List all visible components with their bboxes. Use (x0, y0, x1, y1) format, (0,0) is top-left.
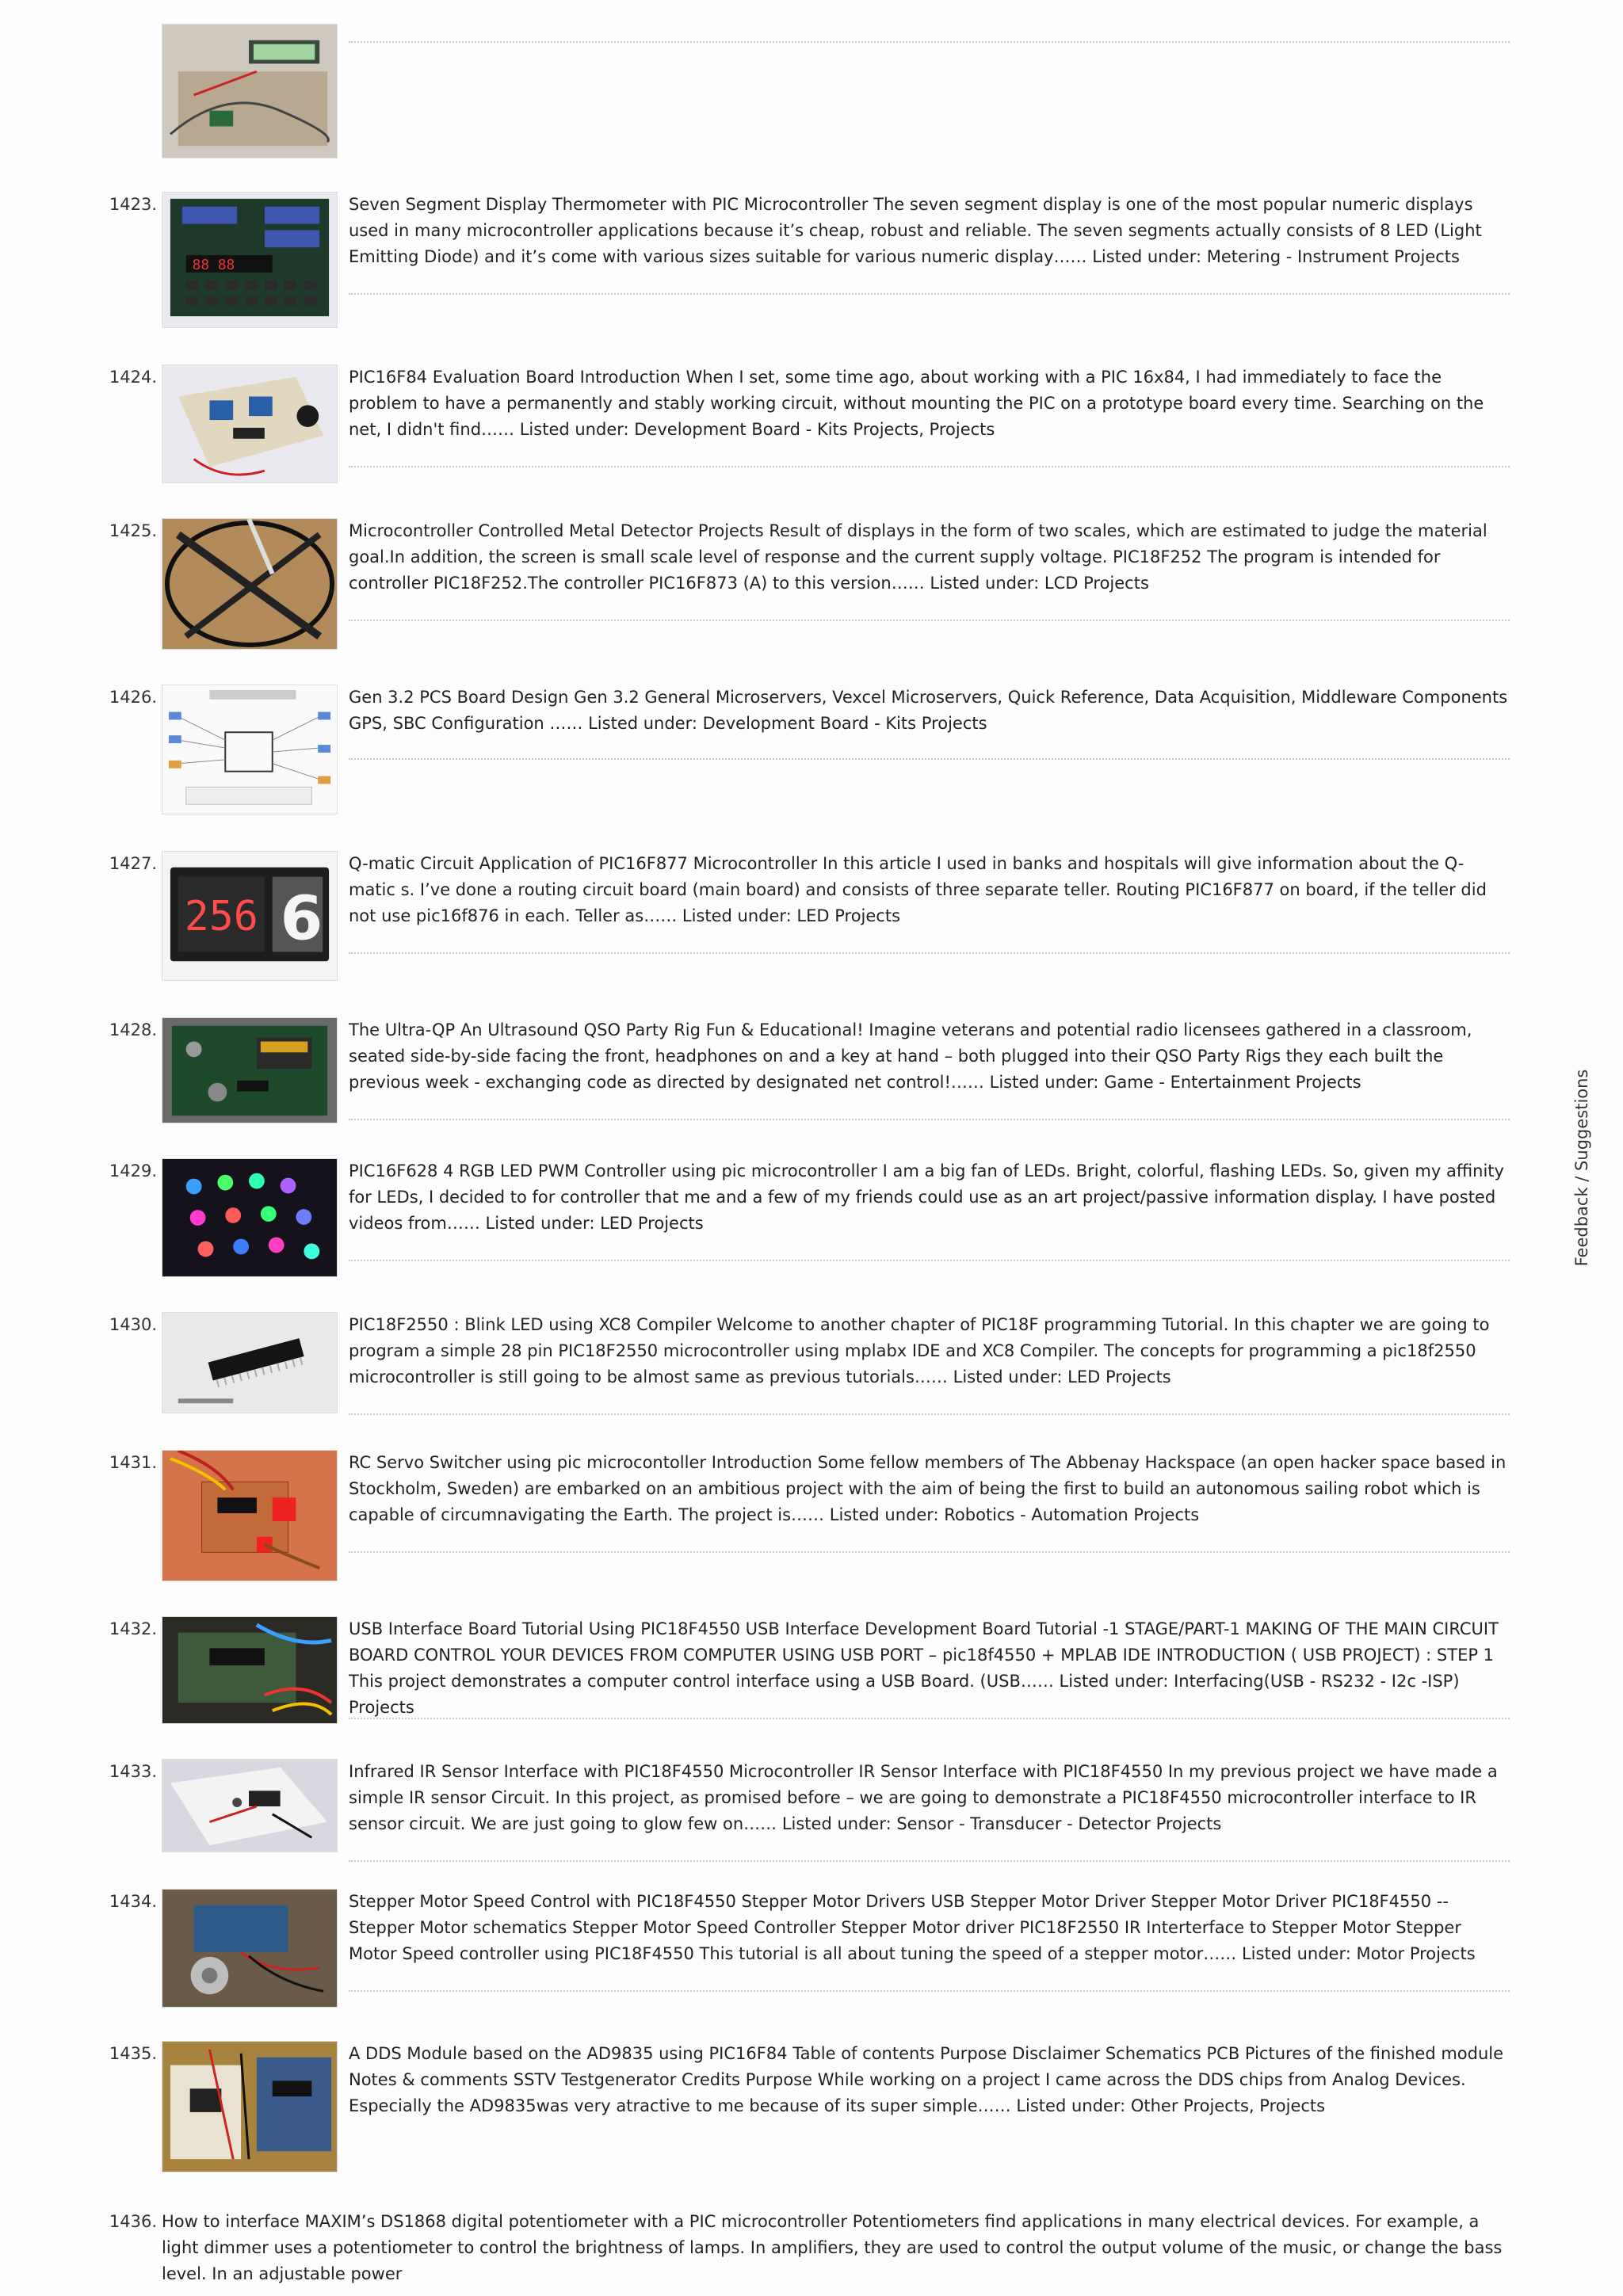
item-description (349, 192, 1510, 270)
item-description (349, 364, 1510, 443)
item-text: Introduction When I set, some time ago, about working with a PIC 16x84, I had immediately to face the problem to have a permanently and stably working circuit, without mounting the PIC on a prototype board every time. Searching on the net, I didn't find…… (349, 368, 1484, 439)
item-title-link[interactable]: PIC16F628 4 RGB LED PWM Controller using pic microcontroller (349, 1161, 877, 1180)
item-listed-under[interactable]: Listed under: Sensor - Transducer - Detector Projects (781, 1814, 1222, 1833)
item-text: Gen 3.2 General Microservers, Vexcel Microservers, Quick Reference, Data Acquisition, Middleware Components GPS, SBC Configuration …… (349, 688, 1508, 733)
item-number: 1430. (109, 1315, 157, 1334)
item-listed-under[interactable]: Listed under: Development Board - Kits Projects, Projects (519, 420, 995, 439)
item-title-link[interactable]: RC Servo Switcher using pic microcontoller (349, 1453, 707, 1472)
item-listed-under[interactable]: Listed under: Robotics - Automation Projects (829, 1505, 1200, 1524)
item-text: USB Interface Development Board Tutorial -1 STAGE/PART-1 MAKING OF THE MAIN CIRCUIT BOARD CONTROL YOUR DEVICES FROM COMPUTER USING USB PORT – pic18f4550 + MPLAB IDE INTRODUCTION ( USB PROJECT) : STEP 1 This project demonstrates a computer control interface using a USB Board. (USB…… (349, 1619, 1499, 1691)
servo-switcher-image (162, 1451, 337, 1581)
item-listed-under[interactable]: Listed under: Motor Projects (1241, 1944, 1476, 1963)
project-thumbnail[interactable] (162, 1759, 338, 1852)
item-number: 1423. (109, 195, 157, 214)
evaluation-board-image (162, 365, 337, 482)
item-title-link[interactable]: Microcontroller Controlled Metal Detector Projects (349, 521, 764, 540)
item-text: Stepper Motor Drivers USB Stepper Motor Driver Stepper Motor Driver PIC18F4550 --Stepper Motor schematics Stepper Motor Speed Controller Stepper Motor driver PIC18F2550 IR Interterface to Stepper Motor Stepper Motor Speed controller using PIC18F4550 This tutorial is all about tuning the speed of a stepper motor…… (349, 1892, 1461, 1963)
item-number: 1426. (109, 688, 157, 707)
metal-detector-image (162, 519, 337, 649)
item-title-link[interactable]: PIC18F2550 : Blink LED using XC8 Compiler (349, 1315, 712, 1334)
item-text: Table of contents Purpose Disclaimer Schematics PCB Pictures of the finished module Notes & comments SSTV Testgenerator Credits Purpose While working on a project I came across the DDS chips from Analog Devices. Especially the AD9835was very atractive to me because of its super simple…… (349, 2044, 1504, 2115)
item-text: IR Sensor Interface with PIC18F4550 In my previous project we have made a simple IR sensor Circuit. In this project, as promised before – we are going to demonstrate a PIC18F4550 microcontroller interface to IR sensor circuit. We are just going to glow few on…… (349, 1762, 1498, 1833)
item-title-link[interactable]: Q-matic Circuit Application of PIC16F877 Microcontroller (349, 854, 818, 873)
item-text: I am a big fan of LEDs. Bright, colorful, flashing LEDs. So, given my affinity for LEDs, I decided to for controller that me and a few of my friends could use as an art project/passive information display. I have posted videos from…… (349, 1161, 1504, 1233)
item-text: Welcome to another chapter of PIC18F programming Tutorial. In this chapter we are going to program a simple 28 pin PIC18F2550 microcontroller using mplabx IDE and XC8 Compiler. The concepts for programming a pic18f2550 microcontroller is still going to be almost same as previous tutorials…… (349, 1315, 1490, 1386)
feedback-tab-label: Feedback / Suggestions (1572, 1069, 1591, 1267)
project-thumbnail[interactable] (162, 1017, 338, 1123)
item-text: Potentiometers find applications in many electrical devices. For example, a light dimmer uses a potentiometer to control the brightness of lamps. In amplifiers, they are used to control the output volume of the music, or change the bass level. In an adjustable power (162, 2212, 1503, 2283)
project-thumbnail[interactable] (162, 192, 338, 328)
item-description (349, 1312, 1510, 1390)
item-number: 1425. (109, 521, 157, 540)
item-description (162, 2209, 1509, 2287)
item-description (349, 851, 1510, 929)
item-listed-under[interactable]: Listed under: Interfacing(USB - RS232 - I2c -ISP) Projects (349, 1672, 1460, 1717)
item-description (349, 1889, 1510, 1967)
dds-module-image (162, 2042, 337, 2172)
lcd-circuit-image (162, 25, 337, 158)
project-thumbnail[interactable] (162, 518, 338, 650)
item-description (349, 2041, 1510, 2119)
item-listed-under[interactable]: Listed under: LCD Projects (930, 574, 1149, 593)
item-number: 1433. (109, 1762, 157, 1781)
item-number: 1435. (109, 2044, 157, 2063)
item-number: 1429. (109, 1161, 157, 1180)
item-number: 1427. (109, 854, 157, 873)
item-listed-under[interactable]: Listed under: Development Board - Kits Projects (588, 714, 987, 733)
item-listed-under[interactable]: Listed under: LED Projects (953, 1367, 1171, 1386)
item-description (349, 1017, 1510, 1096)
item-number: 1434. (109, 1892, 157, 1911)
item-number: 1432. (109, 1619, 157, 1638)
pcs-board-schematic-image (162, 685, 337, 814)
item-number: 1424. (109, 368, 157, 387)
project-thumbnail[interactable] (162, 1312, 338, 1413)
qmatic-digits: 256 (184, 892, 258, 940)
item-title-link[interactable]: How to interface MAXIM’s DS1868 digital potentiometer with a PIC microcontroller (162, 2212, 848, 2231)
item-text: Result of displays in the form of two scales, which are estimated to judge the material goal.In addition, the screen is small scale level of response and the current supply voltage. PIC18F252 The program is intended for controller PIC18F252.The controller PIC16F873 (A) to this version…… (349, 521, 1487, 593)
feedback-suggestions-tab[interactable] (1568, 1069, 1596, 1267)
project-thumbnail[interactable] (162, 1616, 338, 1724)
project-thumbnail[interactable] (162, 1158, 338, 1277)
item-description (349, 518, 1510, 597)
item-listed-under[interactable]: Listed under: Game - Entertainment Projects (989, 1073, 1361, 1092)
item-text: Introduction Some fellow members of The Abbenay Hackspace (an open hacker space based in Stockholm, Sweden) are embarked on an ambitious project with the aim of being the first to build an autonomous sailing robot which is capable of circumnavigating the Earth. The project is…… (349, 1453, 1507, 1524)
item-title-link[interactable]: A DDS Module based on the AD9835 using PIC16F84 (349, 2044, 788, 2063)
project-thumbnail[interactable] (162, 2041, 338, 2172)
item-title-link[interactable]: Stepper Motor Speed Control with PIC18F4550 (349, 1892, 736, 1911)
item-title-link[interactable]: Seven Segment Display Thermometer with PIC Microcontroller (349, 195, 869, 214)
qmatic-display-image (162, 852, 337, 980)
item-title-link[interactable]: The Ultra-QP An Ultrasound QSO Party Rig (349, 1020, 701, 1039)
item-number: 1431. (109, 1453, 157, 1472)
item-description (349, 1759, 1510, 1837)
item-text: Fun & Educational! Imagine veterans and potential radio licensees gathered in a classroom, seated side-by-side facing the front, headphones on and a key at hand – both plugged into their QSO Party Rigs they each built the previous week - exchanging code as directed by designated net control!…… (349, 1020, 1472, 1092)
item-title-link[interactable]: USB Interface Board Tutorial Using PIC18F4550 (349, 1619, 740, 1638)
microprocessor-board-image (162, 193, 337, 327)
stepper-motor-image (162, 1890, 337, 2007)
item-description (349, 1616, 1510, 1721)
item-text: The seven segment display is one of the most popular numeric displays used in many microcontroller applications because it’s cheap, robust and reliable. The seven segments actually consists of 8 LED (Light Emitting Diode) and it’s come with various sizes suitable for various numeric display…… (349, 195, 1482, 266)
project-thumbnail[interactable] (162, 685, 338, 814)
usb-interface-board-image (162, 1617, 337, 1723)
item-listed-under[interactable]: Listed under: LED Projects (485, 1214, 704, 1233)
item-title-link[interactable]: Infrared IR Sensor Interface with PIC18F4550 Microcontroller (349, 1762, 854, 1781)
item-listed-under[interactable]: Listed under: Metering - Instrument Projects (1092, 247, 1460, 266)
item-listed-under[interactable]: Listed under: LED Projects (682, 906, 901, 925)
pic-chip-image (162, 1313, 337, 1413)
project-thumbnail[interactable] (162, 24, 338, 158)
ultrasound-rig-image (162, 1018, 337, 1123)
item-number: 1436. (109, 2212, 157, 2231)
ir-sensor-breadboard-image (162, 1760, 337, 1852)
item-text: In this article I used in banks and hospitals will give information about the Q-matic s. I’ve done a routing circuit board (main board) and consists of three separate teller. Routing PIC16F877 on board, if the teller did not use pic16f876 in each. Teller as…… (349, 854, 1487, 925)
item-description (349, 1450, 1510, 1528)
item-title-link[interactable]: PIC16F84 Evaluation Board (349, 368, 575, 387)
item-description (349, 1158, 1510, 1237)
item-listed-under[interactable]: Listed under: Other Projects, Projects (1016, 2096, 1326, 2115)
rgb-led-grid-image (162, 1159, 337, 1276)
project-thumbnail[interactable] (162, 851, 338, 981)
project-thumbnail[interactable] (162, 1889, 338, 2008)
project-thumbnail[interactable] (162, 364, 338, 483)
project-thumbnail[interactable] (162, 1450, 338, 1581)
qmatic-counter: 6 (280, 883, 323, 955)
item-title-link[interactable]: Gen 3.2 PCS Board Design (349, 688, 569, 707)
item-number: 1428. (109, 1020, 157, 1039)
item-description (349, 685, 1510, 737)
svg-text:88 88: 88 88 (192, 256, 235, 273)
